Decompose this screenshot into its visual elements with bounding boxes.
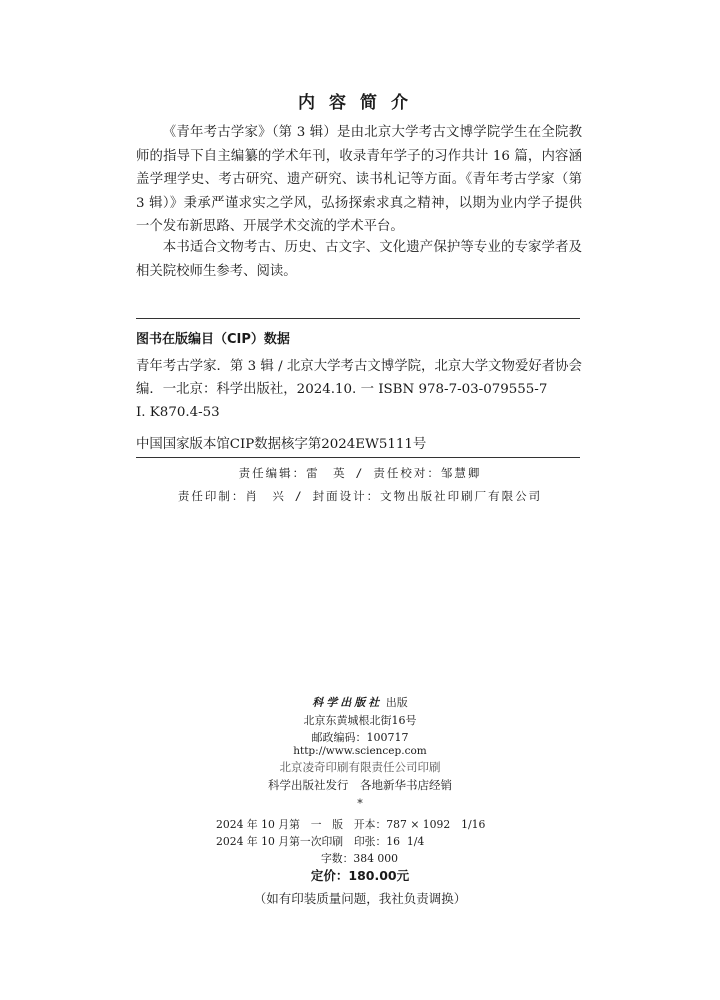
cip-record-number: 中国国家版本馆CIP数据核字第2024EW5111号 [136, 437, 427, 452]
production-credits: 责任印制：肖 兴 / 封面设计：文物出版社印刷厂有限公司 [177, 489, 543, 503]
top-divider [136, 318, 580, 319]
cip-record [136, 355, 582, 401]
cip-title: 图书在版编目（CIP）数据 [136, 332, 290, 347]
editor-credits: 责任编辑：雷 英 / 责任校对：邹慧卿 [238, 466, 482, 480]
intro-paragraph-1 [136, 121, 582, 239]
intro-title: 内容简介 [298, 93, 422, 113]
publisher-suffix: 出版 [382, 696, 408, 709]
cip-classification: Ⅰ. K870.4-53 [136, 405, 220, 420]
publisher-logo: 科学出版社 [312, 696, 383, 709]
publisher-postcode: 邮政编码：100717 [311, 731, 409, 744]
cip-record-text: 青年考古学家．第 3 辑 / 北京大学考古文博学院，北京大学文物爱好者协会编．一北京：科学出版社，2024.10. 一 ISBN 978-7-03-079555-7 [136, 359, 582, 397]
intro-paragraph-1-text: 《青年考古学家》（第 3 辑）是由北京大学考古文博学院学生在全院教师的指导下自主编纂的学术年刊，收录青年学子的习作共计 16 篇，内容涵盖学理学史、考古研究、遗产研究、读书札记等方面。《青年考古学家（第 3 辑）》秉承严谨求实之学风，弘扬探索求真之精神，以期为业内学子提供一个发布新思路、开展学术交流的学术平台。 [136, 125, 582, 235]
edition-spec-line: 2024 年 10 月第 一 版 开本：787 × 1092 1/16 [216, 818, 486, 831]
quality-notice: （如有印装质量问题，我社负责调换） [253, 891, 467, 906]
publisher-address: 北京东黄城根北街16号 [303, 714, 417, 727]
publisher-line [0, 694, 720, 710]
intro-paragraph-2-text: 本书适合文物考古、历史、古文字、文化遗产保护等专业的专家学者及相关院校师生参考、阅读。 [136, 240, 582, 279]
printer-line: 北京凌奇印刷有限责任公司印刷 [279, 760, 441, 774]
word-count-line: 字数：384 000 [321, 852, 399, 865]
printing-spec-line: 2024 年 10 月第一次印刷 印张：16 1/4 [216, 835, 425, 848]
intro-paragraph-2 [136, 236, 582, 283]
distributor-line: 科学出版社发行 各地新华书店经销 [268, 778, 452, 792]
bottom-divider [136, 457, 580, 458]
publisher-website: http://www.sciencep.com [293, 745, 427, 757]
price-line: 定价：180.00元 [310, 868, 410, 883]
separator-star: * [357, 797, 363, 810]
